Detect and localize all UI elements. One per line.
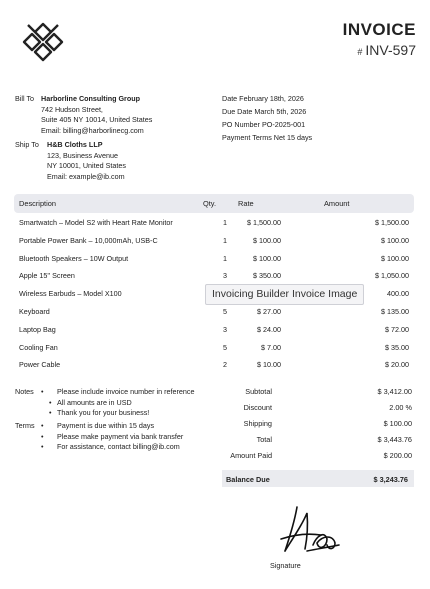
table-row: [14, 249, 414, 267]
bill-to-address1: 742 Hudson Street,: [41, 104, 103, 114]
total-value: $ 3,443.76: [377, 435, 412, 444]
bill-to-block: [15, 94, 215, 136]
shipping-row: [222, 419, 414, 435]
item-qty: 1: [223, 253, 227, 263]
item-description: Power Cable: [19, 360, 61, 370]
item-qty: 5: [223, 306, 227, 316]
ship-to-address2: NY 10001, United States: [47, 161, 126, 170]
invoice-number-prefix: #: [357, 47, 363, 57]
amount-paid-label: Amount Paid: [230, 451, 272, 460]
item-description: Keyboard: [19, 306, 50, 316]
bill-to-email: Email: billing@harborlinecg.com: [41, 125, 144, 135]
notes-block: [15, 387, 225, 419]
totals-block: [222, 387, 414, 467]
item-qty: 1: [223, 235, 227, 245]
note-item: Thank you for your business!: [57, 408, 150, 417]
ship-to-address1: 123, Business Avenue: [47, 150, 118, 160]
ship-to-label: Ship To: [15, 140, 39, 149]
note-item: All amounts are in USD: [57, 397, 132, 407]
image-tooltip: Invoicing Builder Invoice Image: [205, 284, 364, 305]
bullet-icon: •: [49, 408, 52, 417]
term-item: Payment is due within 15 days: [57, 421, 155, 430]
terms-block: [15, 421, 235, 453]
item-amount: $ 100.00: [381, 235, 409, 245]
item-rate: $ 24.00: [257, 324, 281, 334]
shipping-label: Shipping: [243, 419, 272, 428]
invoice-title: INVOICE: [342, 20, 416, 39]
invoice-number-value: INV-597: [365, 42, 416, 58]
item-description: Portable Power Bank – 10,000mAh, USB-C: [19, 235, 158, 245]
item-qty: 1: [223, 218, 227, 227]
signature-icon: [277, 505, 343, 557]
item-description: Smartwatch – Model S2 with Heart Rate Monitor: [19, 218, 173, 227]
discount-value: 2.00 %: [389, 403, 412, 412]
col-description: Description: [19, 199, 56, 208]
item-description: Wireless Earbuds – Model X100: [19, 289, 122, 299]
item-amount: $ 72.00: [385, 324, 409, 334]
item-qty: 5: [223, 342, 227, 352]
item-qty: 3: [223, 324, 227, 334]
item-amount: $ 135.00: [381, 306, 409, 316]
ship-to-block: [15, 140, 215, 182]
bill-to-address2: Suite 405 NY 10014, United States: [41, 115, 153, 124]
bill-to-name: Harborline Consulting Group: [41, 94, 141, 103]
date-row: Date February 18th, 2026: [222, 94, 304, 103]
item-amount: $ 20.00: [385, 360, 409, 370]
bullet-icon: •: [41, 421, 44, 430]
discount-row: [222, 403, 414, 419]
payment-terms-row: Payment Terms Net 15 days: [222, 133, 313, 142]
item-rate: $ 1,500.00: [247, 218, 281, 227]
bullet-icon: •: [41, 442, 44, 451]
item-rate: $ 27.00: [257, 306, 281, 316]
total-row: [222, 435, 414, 451]
item-amount: $ 1,050.00: [375, 271, 409, 281]
bullet-icon: •: [41, 387, 44, 396]
subtotal-row: [222, 387, 414, 403]
ship-to-email: Email: example@ib.com: [47, 171, 125, 181]
table-row: [14, 266, 414, 284]
table-row: [14, 355, 414, 373]
bullet-icon: •: [41, 431, 44, 441]
bill-to-label: Bill To: [15, 94, 35, 103]
item-rate: $ 10.00: [257, 360, 281, 370]
col-qty: Qty.: [203, 199, 217, 208]
bullet-icon: •: [49, 397, 52, 407]
item-amount: 400.00: [387, 289, 409, 299]
notes-label: Notes: [15, 387, 34, 396]
item-description: Bluetooth Speakers – 10W Output: [19, 253, 129, 263]
col-rate: Rate: [238, 199, 254, 208]
table-row: [14, 213, 414, 231]
item-qty: 2: [223, 360, 227, 370]
amount-paid-row: [222, 451, 414, 467]
subtotal-label: Subtotal: [245, 387, 272, 396]
item-description: Cooling Fan: [19, 342, 58, 352]
balance-due-label: Balance Due: [226, 474, 270, 484]
item-qty: 3: [223, 271, 227, 281]
terms-label: Terms: [15, 421, 35, 430]
term-item: For assistance, contact billing@ib.com: [57, 442, 180, 451]
total-label: Total: [256, 435, 272, 444]
balance-due-bar: [222, 470, 414, 487]
table-row: [14, 231, 414, 249]
item-amount: $ 1,500.00: [375, 218, 409, 227]
shipping-value: $ 100.00: [383, 419, 412, 428]
balance-due-value: $ 3,243.76: [373, 474, 408, 484]
invoice-number: [357, 42, 416, 58]
amount-paid-value: $ 200.00: [383, 451, 412, 460]
item-rate: $ 350.00: [253, 271, 281, 281]
item-amount: $ 100.00: [381, 253, 409, 263]
due-date-row: Due Date March 5th, 2026: [222, 107, 307, 116]
table-row: [14, 320, 414, 338]
ship-to-name: H&B Cloths LLP: [47, 140, 103, 149]
term-item: Please make payment via bank transfer: [57, 431, 184, 441]
signature-label: Signature: [270, 561, 301, 570]
item-description: Laptop Bag: [19, 324, 56, 334]
item-rate: $ 7.00: [261, 342, 281, 352]
item-description: Apple 15'' Screen: [19, 271, 75, 281]
table-header: [14, 194, 414, 213]
discount-label: Discount: [243, 403, 272, 412]
note-item: Please include invoice number in reference: [57, 387, 195, 396]
item-amount: $ 35.00: [385, 342, 409, 352]
knot-logo-icon: [20, 22, 66, 62]
subtotal-value: $ 3,412.00: [377, 387, 412, 396]
item-rate: $ 100.00: [253, 253, 281, 263]
invoice-meta: [222, 94, 422, 146]
col-amount: Amount: [324, 199, 350, 208]
item-rate: $ 100.00: [253, 235, 281, 245]
po-number-row: PO Number PO-2025-001: [222, 120, 306, 129]
table-row: [14, 338, 414, 356]
